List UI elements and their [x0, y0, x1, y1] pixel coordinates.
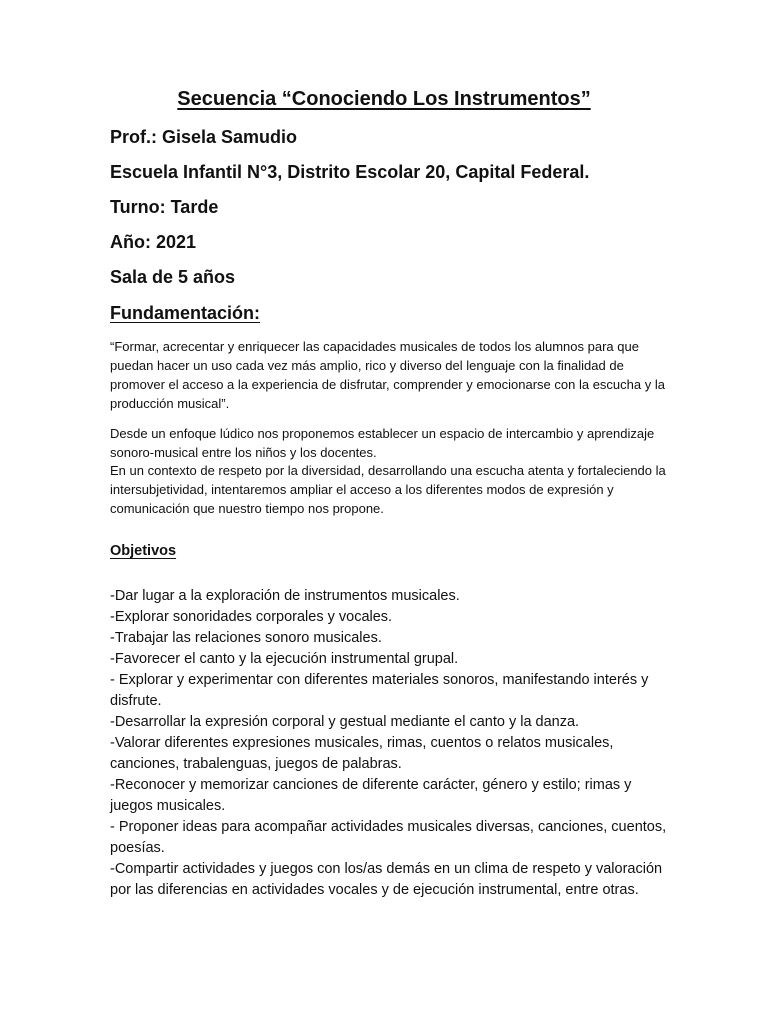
- objetivo-item: -Trabajar las relaciones sonoro musicales.: [110, 630, 382, 646]
- objetivos-heading: Objetivos: [110, 543, 177, 559]
- fundamentacion-paragraph-1: Desde un enfoque lúdico nos proponemos establecer un espacio de intercambio y aprendizaje sonoro-musical entre los niños y los docentes.: [110, 426, 655, 460]
- objetivo-item: -Compartir actividades y juegos con los/as demás en un clima de respeto y valoración por las diferencias en actividades vocales y de ejecución instrumental, entre otras.: [110, 861, 663, 898]
- objetivo-item: -Explorar sonoridades corporales y vocales.: [110, 609, 393, 625]
- fundamentacion-quote: “Formar, acrecentar y enriquecer las capacidades musicales de todos los alumnos para que puedan hacer un uso cada vez más amplio, rico y diverso del lenguaje con la finalidad de promover el acceso a la experiencia de disfrutar, comprender y emocionarse con la escucha y la producción musical”.: [110, 339, 665, 411]
- shift-label: Turno: Tarde: [110, 197, 219, 217]
- objetivo-item: - Proponer ideas para acompañar actividades musicales diversas, canciones, cuentos, poesías.: [110, 819, 667, 856]
- year-label: Año: 2021: [110, 232, 197, 252]
- objetivo-item: -Dar lugar a la exploración de instrumentos musicales.: [110, 588, 460, 604]
- document-title: Secuencia “Conociendo Los Instrumentos”: [177, 88, 591, 110]
- objetivo-item: -Desarrollar la expresión corporal y gestual mediante el canto y la danza.: [110, 714, 580, 730]
- objetivo-item: - Explorar y experimentar con diferentes materiales sonoros, manifestando interés y disfrute.: [110, 672, 649, 709]
- fundamentacion-heading: Fundamentación:: [110, 303, 261, 323]
- objetivos-list: [110, 586, 670, 901]
- classroom-label: Sala de 5 años: [110, 267, 236, 287]
- objetivo-item: -Reconocer y memorizar canciones de diferente carácter, género y estilo; rimas y juegos musicales.: [110, 777, 632, 814]
- objetivo-item: -Valorar diferentes expresiones musicales, rimas, cuentos o relatos musicales, canciones, trabalenguas, juegos de palabras.: [110, 735, 614, 772]
- objetivo-item: -Favorecer el canto y la ejecución instrumental grupal.: [110, 651, 459, 667]
- fundamentacion-paragraph-2: En un contexto de respeto por la diversidad, desarrollando una escucha atenta y fortaleciendo la intersubjetividad, intentaremos ampliar el acceso a los diferentes modos de expresión y comunicación que nuestro tiempo nos propone.: [110, 463, 666, 516]
- school-name: Escuela Infantil N°3, Distrito Escolar 20, Capital Federal.: [110, 162, 590, 182]
- teacher-name: Prof.: Gisela Samudio: [110, 127, 298, 147]
